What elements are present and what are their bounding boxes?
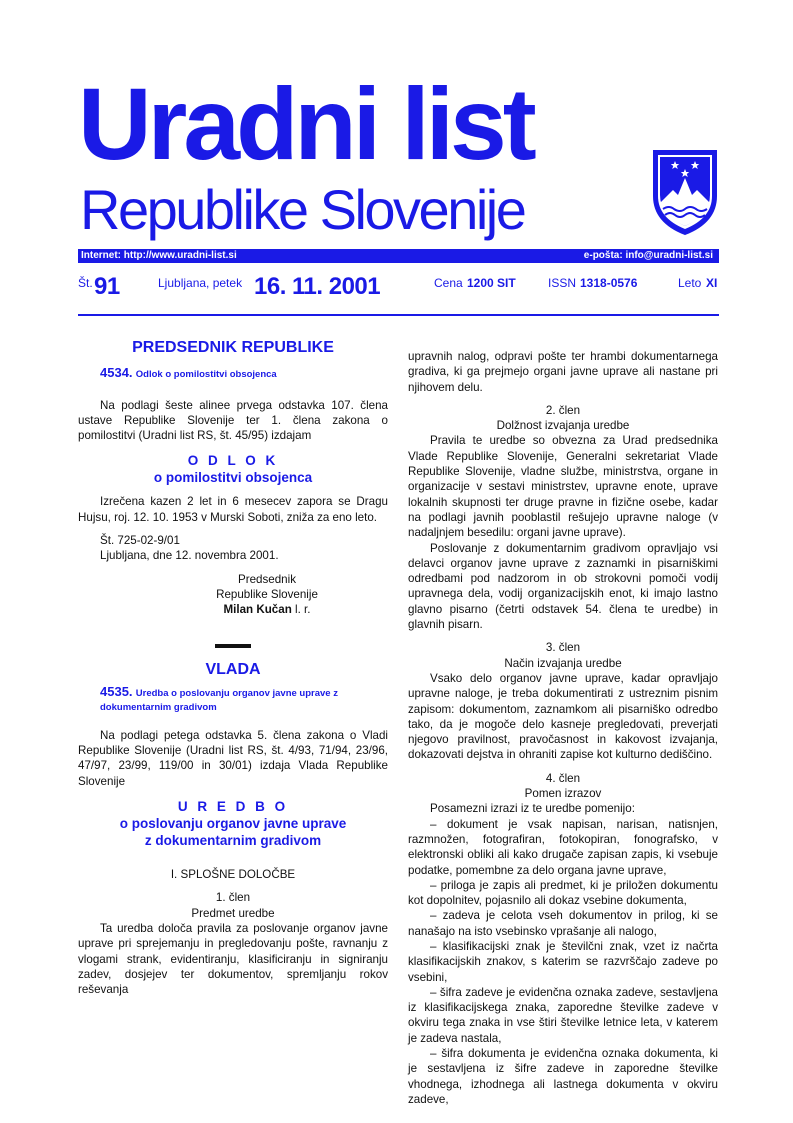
- act-number: 4534.: [100, 365, 133, 381]
- year-label: Leto: [678, 276, 702, 290]
- masthead-subtitle: Republike Slovenije: [80, 178, 525, 241]
- paragraph: Izrečena kazen 2 let in 6 mesecev zapora se Dragu Hujsu, roj. 12. 10. 1953 v Murski Soboti, zniža za eno leto.: [78, 495, 388, 524]
- article-number: 3. člen: [545, 641, 581, 655]
- issue-number: 91: [94, 273, 120, 300]
- signatory-name: Milan Kučan: [223, 603, 292, 617]
- masthead-title: Uradni list: [78, 67, 533, 181]
- slovenia-coat-of-arms-icon: [651, 148, 719, 236]
- paragraph: Na podlagi petega odstavka 5. člena zakona o Vladi Republike Slovenije (Uradni list RS, št. 4/93, 71/94, 23/96, 47/97, 23/99, 119/00 in 30/01) izdaja Vlada Republike Slovenije: [78, 728, 388, 788]
- paragraph: Ta uredba določa pravila za poslovanje organov javne uprave pri sprejemanju in pregledovanju pošte, ravnanju z vlogami strank, evidentiranju, klasificiranju in signiranju zadev, dosjejev ter dokumentov, spremljanju rokov reševanja: [78, 921, 388, 997]
- list-item: – priloga je zapis ali predmet, ki je priložen dokumentu kot dopolnitev, pojasnilo ali dokaz vsebine dokumenta,: [408, 878, 718, 908]
- chapter-heading: I. SPLOŠNE DOLOČBE: [170, 868, 296, 882]
- signature-block: [192, 572, 342, 618]
- list-item: – zadeva je celota vseh dokumentov in prilog, ki se nanašajo na isto vsebinsko vprašanje ali nalogo,: [408, 909, 718, 938]
- internet-link[interactable]: Internet: http://www.uradni-list.si: [81, 250, 237, 261]
- paragraph: Posamezni izrazi iz te uredbe pomenijo:: [430, 802, 635, 816]
- reference-number: Št. 725-02-9/01: [100, 534, 180, 548]
- article-title: Predmet uredbe: [191, 906, 275, 920]
- left-column: [78, 340, 388, 997]
- document-subheading: z dokumentarnim gradivom: [144, 833, 322, 849]
- section-heading: PREDSEDNIK REPUBLIKE: [132, 339, 334, 356]
- signature-title: Predsednik: [237, 572, 296, 586]
- right-column: [408, 349, 718, 1107]
- article-title: Način izvajanja uredbe: [504, 656, 622, 670]
- signatory-suffix: l. r.: [291, 603, 311, 617]
- paragraph: upravnih nalog, odpravi pošte ter hrambi dokumentarnega gradiva, ki ga prejmejo organi javne uprave ali nastane pri njihovem delu.: [408, 350, 718, 394]
- issue-info: [78, 270, 719, 304]
- paragraph: Na podlagi šeste alinee prvega odstavka 107. člena ustave Republike Slovenije ter 1. člena zakona o pomilostitvi (Uradni list RS, št. 45/95) izdajam: [78, 398, 388, 443]
- year-value: XI: [706, 276, 718, 290]
- article-title: Pomen izrazov: [524, 787, 602, 801]
- price-label: Cena: [434, 276, 463, 290]
- dated-line: Ljubljana, dne 12. novembra 2001.: [100, 549, 279, 563]
- act-title[interactable]: Uredba o poslovanju organov javne uprave z dokumentarnim gradivom: [100, 687, 338, 713]
- issue-date: 16. 11. 2001: [254, 273, 381, 300]
- document-heading: U R E D B O: [177, 799, 289, 815]
- place-day: Ljubljana, petek: [158, 276, 243, 290]
- document-heading: O D L O K: [187, 453, 279, 469]
- list-item: – šifra zadeve je evidenčna oznaka zadeve, sestavljena iz klasifikacijskega znaka, zaporedne številke zadeve v okviru tega znaka in vse štiri številke letnice leta, v katerem je zadeva nastala,: [408, 985, 718, 1045]
- article-title: Dolžnost izvajanja uredbe: [496, 419, 630, 433]
- article-number: 1. člen: [215, 891, 251, 905]
- document-subheading: o pomilostitvi obsojenca: [153, 470, 313, 486]
- act-number: 4535.: [100, 683, 133, 699]
- article-number: 4. člen: [545, 771, 581, 785]
- header-rule: [78, 314, 719, 316]
- issue-label: Št.: [78, 276, 93, 290]
- act-header: [78, 685, 388, 714]
- paragraph: Poslovanje z dokumentarnim gradivom opravljajo vsi delavci organov javne uprave z zaznamki in pisarniškimi odredbami pod nadzorom in ob strokovni pomoči vodij upravnega dela, vodij organizacijskih enot, ki imajo lastno glavno pisarno (četrti odstavek 54. člena te uredbe) in glavnih pisarn.: [408, 541, 718, 632]
- list-item: – dokument je vsak napisan, narisan, natisnjen, razmnožen, fotografiran, fotokopiran, fonografsko, v elektronski obliki ali kako drugače zapisan zapis, ki vsebuje podatke, pomembne za delo organa javne uprave,: [408, 817, 718, 877]
- paragraph: Vsako delo organov javne uprave, kadar opravljajo upravne naloge, je treba dokumentirati z ustreznim pisnim zapisom: dokumentom, zaznamkom ali pisarniško odredbo tako, da je mogoče delo kasneje pregledovati, preverjati njegovo pravilnost, pravočasnost in kakovost izvajanja, dokazovati dejstva in ohraniti zapise kot kulturno dediščino.: [408, 671, 718, 762]
- article-number: 2. člen: [545, 403, 581, 417]
- document-subheading: o poslovanju organov javne uprave: [119, 816, 347, 832]
- section-heading: VLADA: [205, 660, 261, 678]
- issn-label: ISSN: [548, 276, 577, 290]
- email-link[interactable]: e-pošta: info@uradni-list.si: [583, 250, 713, 261]
- contact-bar: [78, 249, 719, 263]
- act-header: [78, 365, 388, 382]
- act-title[interactable]: Odlok o pomilostitvi obsojenca: [135, 369, 277, 381]
- list-item: – klasifikacijski znak je številčni znak, vzet iz načrta klasifikacijskih znakov, s katerim se razvrščajo zadeve po vsebini,: [408, 939, 718, 984]
- signature-office: Republike Slovenije: [216, 587, 318, 601]
- paragraph: Pravila te uredbe so obvezna za Urad predsednika Vlade Republike Slovenije, Generalni sekretariat Vlade Republike Slovenije, vladne službe, ministrstva, organe in organizacije v sestavi ministrstev, upravne enote, uprave lokalnih skupnosti ter druge pravne in fizične osebe, kadar na podlagi javnih pooblastil rešujejo upravne naloge (v nadaljnjem besedilu: organi javne uprave).: [408, 434, 718, 540]
- issn-value: 1318-0576: [580, 276, 638, 290]
- list-item: – šifra dokumenta je evidenčna oznaka dokumenta, ki je sestavljena iz šifre zadeve in zaporedne številke vhodnega, izhodnega ali lastnega dokumenta v okviru zadeve,: [408, 1047, 718, 1106]
- price-value: 1200 SIT: [467, 276, 516, 290]
